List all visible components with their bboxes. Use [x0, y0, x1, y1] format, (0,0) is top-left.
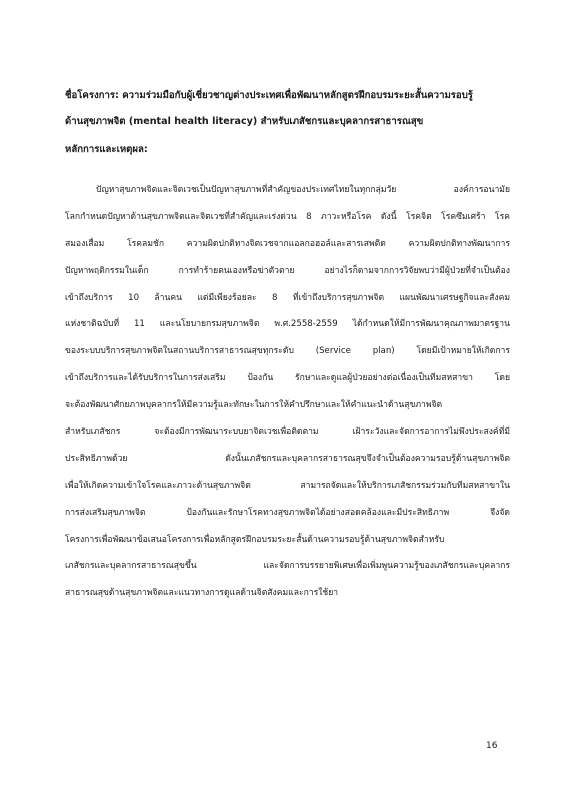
paragraph-line: การส่งเสริมสุขภาพจิต ป้องกันและรักษาโรคทางสุขภาพจิตได้อย่างสอดคล้องและมีประสิทธิภาพ จึงจัด [65, 507, 510, 518]
paragraph-line: เข้าถึงบริการ 10 ล้านคน แต่มีเพียงร้อยละ 8 ที่เข้าถึงบริการสุขภาพจิต แผนพัฒนาเศรษฐกิจและสังคม [65, 292, 510, 303]
paragraph-line: ประสิทธิภาพด้วย ดังนั้นเภสัชกรและบุคลากรสาธารณสุขจึงจำเป็นต้องความรอบรู้ด้านสุขภาพจิต [65, 453, 510, 464]
project-title-line-1: ชื่อโครงการ: ความร่วมมือกับผู้เชี่ยวชาญต่างประเทศเพื่อพัฒนาหลักสูตรฝึกอบรมระยะสั้นความรอบรู้ [65, 90, 473, 101]
project-title-line-2: ด้านสุขภาพจิต (mental health literacy) สำหรับเภสัชกรและบุคลากรสาธารณสุข [65, 116, 424, 127]
paragraph-line: ของระบบบริการสุขภาพจิตในสถานบริการสาธารณสุขทุกระดับ (Service plan) โดยมีเป้าหมายให้เกิดการ [65, 346, 510, 357]
paragraph-line: จะต้องพัฒนาศักยภาพบุคลากรให้มีความรู้และทักษะในการให้คำปรึกษาและให้คำแนะนำด้านสุขภาพจิต [65, 400, 443, 411]
paragraph-line: โครงการเพื่อพัฒนาข้อเสนอโครงการเพื่อหลักสูตรฝึกอบรมระยะสั้นด้านความรอบรู้ด้านสุขภาพจิตสำหรับ [65, 534, 445, 545]
paragraph-line: แห่งชาติฉบับที่ 11 และนโยบายกรมสุขภาพจิต พ.ศ.2558-2559 ได้กำหนดให้มีการพัฒนาคุณภาพมาตรฐาน [65, 319, 510, 330]
paragraph-line: เภสัชกรและบุคลากรสาธารณสุขขึ้น และจัดการบรรยายพิเศษเพื่อเพิ่มพูนความรู้ของเภสัชกรและบุคลากร [65, 561, 510, 572]
section-heading-rationale: หลักการและเหตุผล: [65, 144, 148, 155]
page-number: 16 [486, 741, 498, 751]
paragraph-line: สาธารณสุขด้านสุขภาพจิตและแนวทางการดูแลด้านจิตสังคมและการใช้ยา [65, 588, 339, 599]
paragraph-line: โลกกำหนดปัญหาด้านสุขภาพจิตและจิตเวชที่สำคัญและเร่งด่วน 8 ภาวะหรือโรค ดังนี้ โรคจิต โรคซึมเศร้า โรค [65, 211, 510, 222]
paragraph-line: เพื่อให้เกิดความเข้าใจโรคและภาวะด้านสุขภาพจิต สามารถจัดและให้บริการเภสัชกรรมร่วมกับทีมสหสาขาใน [65, 480, 510, 491]
paragraph-line: สมองเสื่อม โรคลมชัก ความผิดปกติทางจิตเวชจากแอลกอฮอล์และสารเสพติด ความผิดปกติทางพัฒนาการ [65, 238, 510, 249]
paragraph-line: ปัญหาสุขภาพจิตและจิตเวชเป็นปัญหาสุขภาพที่สำคัญของประเทศไทยในทุกกลุ่มวัย องค์การอนามัย [96, 185, 510, 195]
paragraph-line: สำหรับเภสัชกร จะต้องมีการพัฒนาระบบยาจิตเวชเพื่อติดตาม เฝ้าระวังและจัดการอาการไม่พึงประสงค์ที่มี [65, 427, 510, 438]
paragraph-line: ปัญหาพฤติกรรมในเด็ก การทำร้ายตนเองหรือฆ่าตัวตาย อย่างไรก็ตามจากการวิจัยพบว่ามีผู้ป่วยที่จำเป็นต้อง [65, 265, 510, 276]
rationale-paragraph [65, 177, 510, 607]
paragraph-line: เข้าถึงบริการและได้รับบริการในการส่งเสริม ป้องกัน รักษาและดูแลผู้ป่วยอย่างต่อเนื่องเป็นทีมสหสาขา โดย [65, 373, 510, 384]
